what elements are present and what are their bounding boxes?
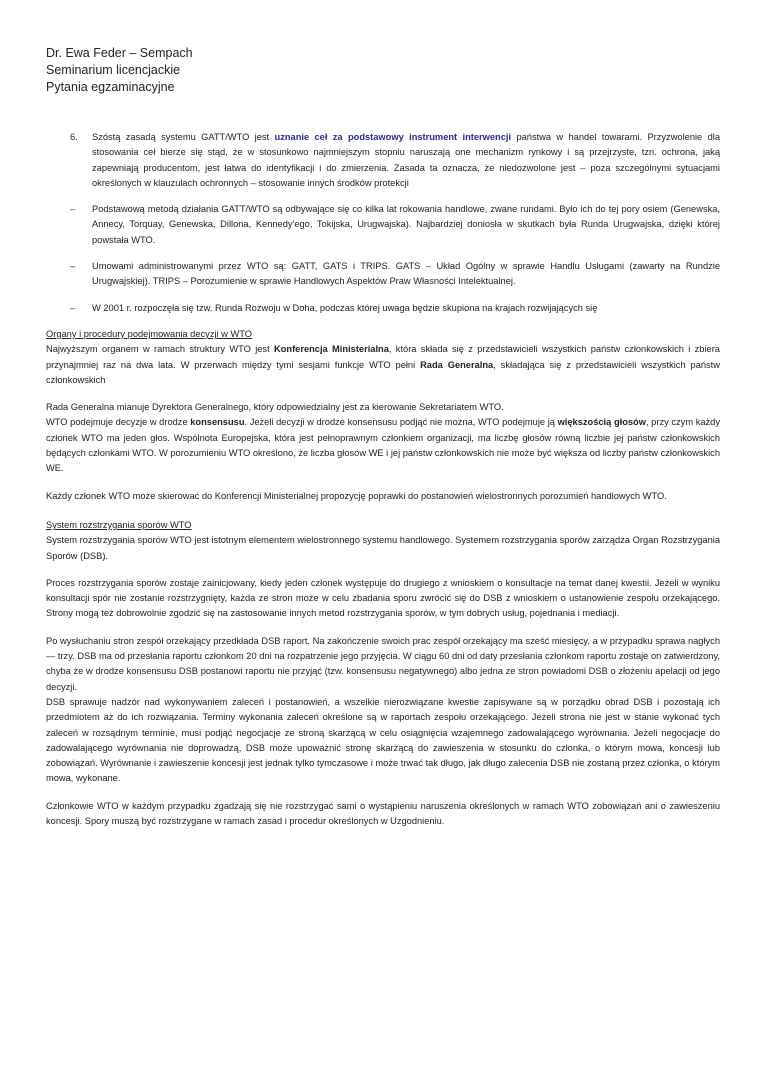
paragraph (46, 415, 720, 476)
spacer (46, 504, 720, 516)
paragraph (46, 342, 720, 388)
text-run: WTO podejmuje decyzje w drodze (46, 417, 191, 428)
paragraph: Po wysłuchaniu stron zespół orzekający przedkłada DSB raport. Na zakończenie swoich prac zespół orzekający ma sześć miesięcy, a w przypadku sprawa nagłych — trzy. DSB ma od przesłania raportu członkom 20 dni na rozpatrzenie jego przyjęcia. W ciągu 60 dni od daty przesłania członkom raportu zostaje on zatwierdzony, chyba że w drodze konsensusu DSB postanowi raportu nie przyjąć (tzw. konsensusu negatywnego) albo jedna ze stron powiadomi DSB o złożeniu apelacji od jego decyzji. (46, 635, 721, 692)
text-run: , składająca się z przedstawicieli wszystkich państw członkowskich (46, 359, 720, 385)
list-item-bullet-3 (46, 301, 720, 316)
list-item-6 (46, 130, 720, 191)
section-title-organy: Organy i procedury podejmowania decyzji w WTO (46, 328, 252, 339)
list-item-text: Umowami administrowanymi przez WTO są: GATT, GATS i TRIPS. GATS – Układ Ogólny w sprawie Handlu Usługami (zawarty na Rundzie Urugwajskiej). TRIPS – Porozumienie w sprawie Handlowych Aspektów Praw Własności Intelektualnej. (92, 261, 720, 287)
text-run: , która składa się z przedstawicieli wszystkich państw członkowskich i zbiera przynajmniej raz na dwa lata. W przerwach między tymi sesjami funkcje WTO pełni (46, 344, 720, 370)
spacer (46, 564, 720, 576)
text-run: Najwyższym organem w ramach struktury WTO jest (46, 344, 274, 355)
spacer (46, 477, 720, 489)
paragraph: DSB sprawuje nadzór nad wykonywaniem zaleceń i postanowień, a wszelkie nierozwiązane kwestie zapisywane są w porządku obrad DSB i pozostają ich przedmiotem aż do ich rozwiązania. Terminy wykonania zaleceń określone są w raportach zespołu orzekającego. Jeżeli strona nie jest w stanie wykonać tych zaleceń w rozsądnym terminie, musi podjąć negocjacje ze stroną skarżącą w celu osiągnięcia wzajemnego zadowalającego wyrównania. Jeżeli negocjacje do zadowalającego wyrównania nie doprowadzą, DSB może upoważnić stronę skarżącą do zawieszenia w stosunku do członka, o którym mowa, koncesji lub zobowiązań. Wyrównanie i zawieszenie koncesji jest jednak tylko tymczasowe i może trwać tak długo, jak długo zalecenia DSB nie zostaną przez członka, o którym mowa, wykonane. (46, 696, 720, 784)
list-item-text: W 2001 r. rozpoczęła się tzw. Runda Rozwoju w Doha, podczas której uwaga będzie skupiona na krajach rozwijających się (92, 302, 598, 313)
paragraph: Proces rozstrzygania sporów zostaje zainicjowany, kiedy jeden członek występuje do drugiego z wnioskiem o konsultacje na temat danej kwestii. Jeżeli w wyniku konsultacji spór nie zostanie rozstrzygnięty, każda ze stron może w celu zbadania sporu zwrócić się do DSB z wnioskiem o ustanowienie zespołu orzekającego. Strony mogą też dobrowolnie zgodzić się na zastosowanie innych metod rozstrzygania sporów, w tym dobrych usług, pojednania i mediacji. (46, 577, 720, 619)
paragraph: Każdy członek WTO może skierować do Konferencji Ministerialnej propozycję poprawki do postanowień wielostronnych porozumień handlowych WTO. (46, 490, 667, 501)
course-line: Seminarium licencjackie (46, 63, 181, 77)
paragraph: System rozstrzygania sporów WTO jest istotnym elementem wielostronnego systemu handlowego. Systemem rozstrzygania sporów zarządza Organ Rozstrzygania Sporów (DSB). (46, 535, 720, 561)
list-item-text: Podstawową metodą działania GATT/WTO są odbywające się co kilka lat rokowania handlowe, zwane rundami. Było ich do tej pory osiem (Genewska, Annecy, Torquay, Genewska, Dillona, Kennedy'ego, Tokijska, Urugwajska). Najbardziej doniosła w skutkach była Runda Urugwajska, dzięki której powstała WTO. (92, 204, 720, 245)
highlighted-phrase: uznanie ceł za podstawowy instrument interwencji (274, 132, 512, 142)
list-item-bullet-2 (46, 259, 720, 290)
paragraph: Rada Generalna mianuje Dyrektora Generalnego, który odpowiedzialny jest za kierowanie Sekretariatem WTO. (46, 402, 504, 413)
spacer (46, 787, 720, 799)
text-run: Szóstą zasadą systemu GATT/WTO jest (92, 132, 275, 142)
dash-marker: – (70, 204, 76, 215)
bold-term: Rada Generalna (420, 359, 494, 370)
bold-term: Konferencja Ministerialna (274, 344, 389, 355)
text-run: , przy czym każdy członek WTO ma jeden głos. Wspólnota Europejska, która jest pełnoprawnym członkiem organizacji, ma liczbę głosów równą liczbie jej państw członkowskich będących członkami WTO. W porozumieniu WTO określono, że liczba głosów WE i jej państw członkowskich nie może być większa od liczby państw członkowskich WE. (46, 417, 720, 474)
list-number: 6. (70, 132, 78, 142)
text-run: państwa w handel towarami. Przyzwolenie dla stosowania ceł bierze się stąd, że w stosunkowo najmniejszym stopniu naruszają one mechanizm rynkowy i są przejrzyste, tzn. ochrona, jaką zapewniają producentom, jest łatwa do identyfikacji i do zmierzenia. Zasada ta oznacza, że niedozwolone jest – poza szczególnymi sytuacjami określonych w klauzulach ochronnych – stosowanie innych środków protekcji (92, 132, 720, 188)
spacer (46, 622, 720, 634)
document-body (46, 130, 720, 829)
spacer (46, 388, 720, 400)
paragraph: Członkowie WTO w każdym przypadku zgadzają się nie rozstrzygać sami o wystąpieniu naruszenia określonych w ramach WTO zobowiązań ani o zawieszeniu koncesji. Spory muszą być rozstrzygane w ramach zasad i procedur określonych w Uzgodnieniu. (46, 800, 720, 826)
dash-marker: – (70, 261, 76, 272)
list-item-bullet-1 (46, 202, 720, 248)
author-line: Dr. Ewa Feder – Sempach (46, 46, 193, 60)
list-item-text (92, 130, 720, 191)
section-title-spory: System rozstrzygania sporów WTO (46, 519, 192, 530)
bold-term: konsensusu (190, 417, 245, 428)
text-run: . Jeżeli decyzji w drodze konsensusu podjąć nie można, WTO podejmuje ją (244, 417, 558, 428)
subtitle-line: Pytania egzaminacyjne (46, 80, 175, 94)
bold-term: większością głosów (557, 417, 646, 428)
dash-marker: – (70, 302, 76, 313)
document-header (46, 45, 193, 96)
